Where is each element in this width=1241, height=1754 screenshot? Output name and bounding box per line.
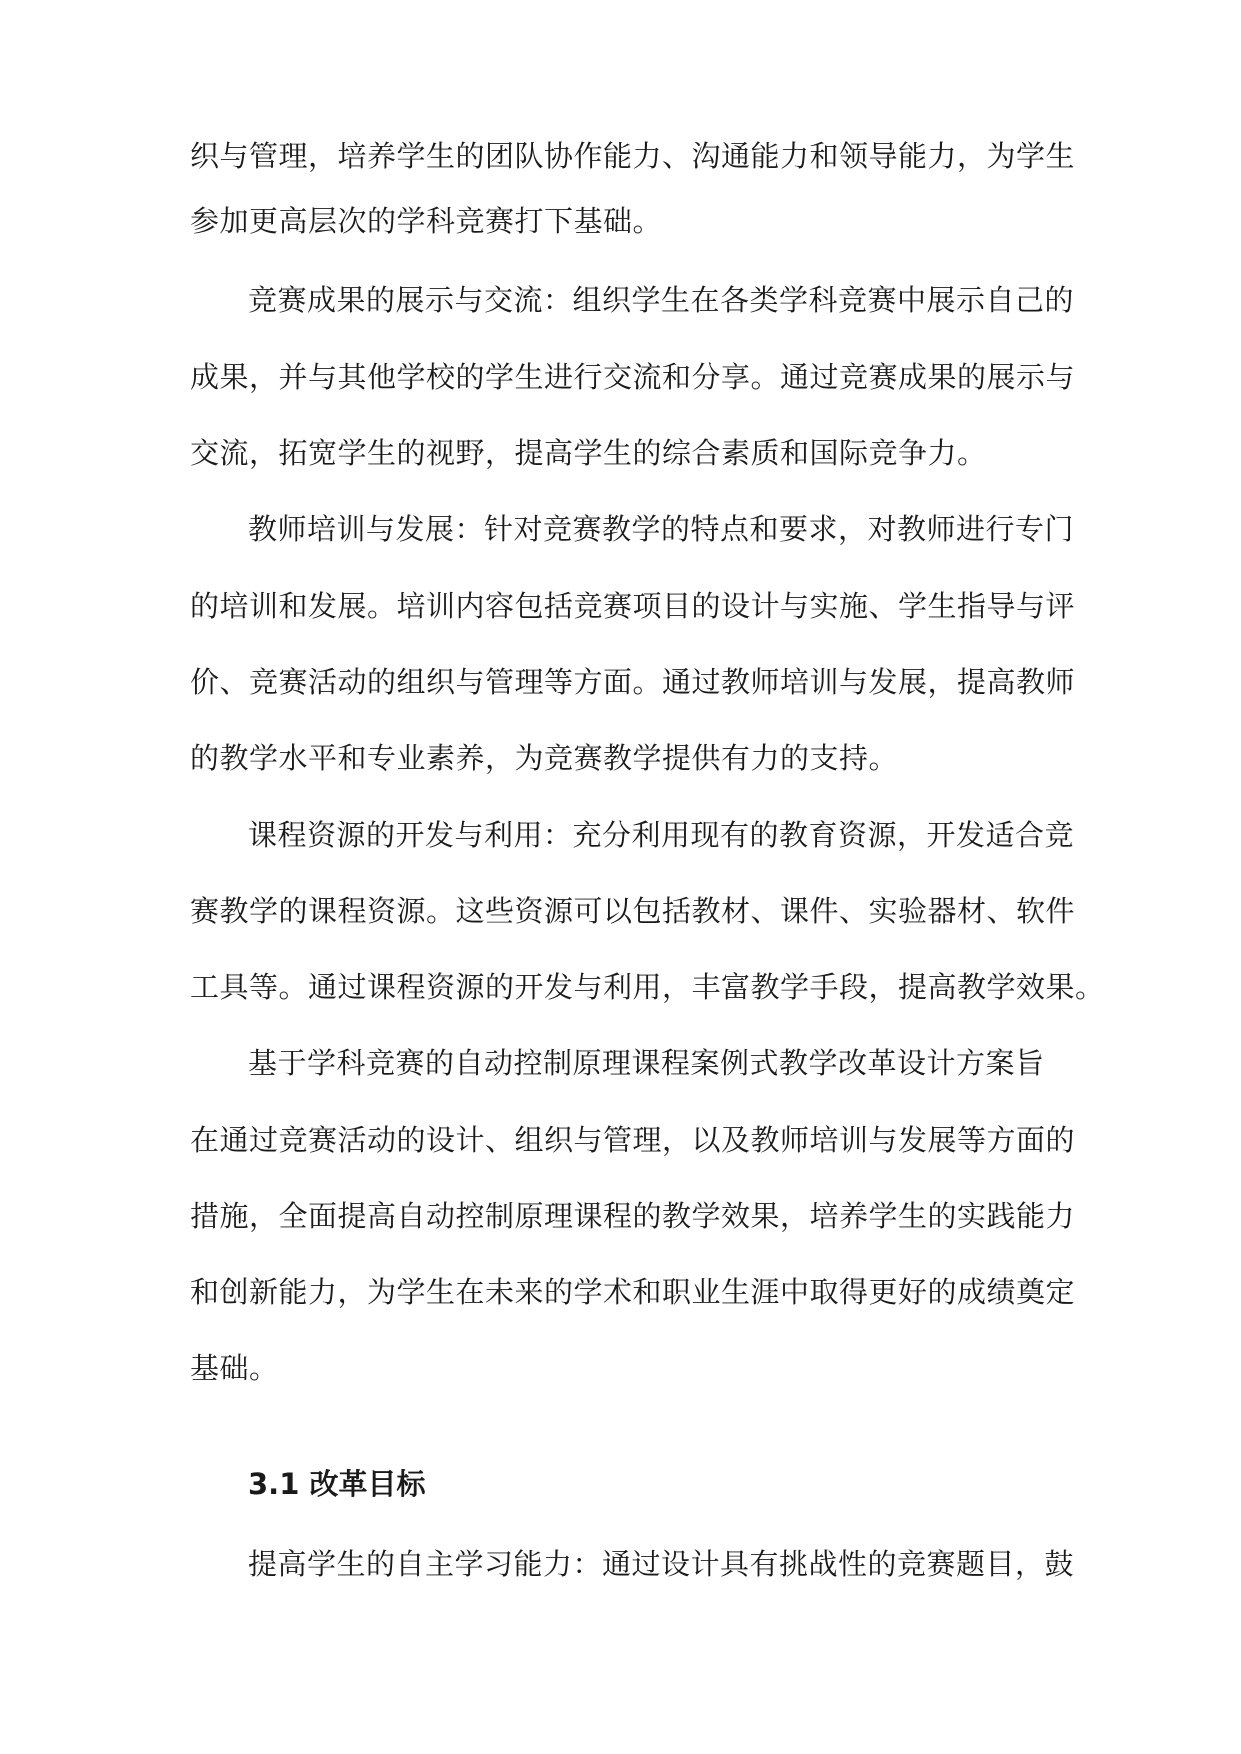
paragraph-line: 织与管理，培养学生的团队协作能力、沟通能力和领导能力，为学生 (190, 139, 1076, 173)
paragraph-line: 工具等。通过课程资源的开发与利用，丰富教学手段，提高教学效果。 (190, 970, 1105, 1004)
paragraph-line: 赛教学的课程资源。这些资源可以包括教材、课件、实验器材、软件 (190, 894, 1076, 928)
paragraph-line: 基础。 (190, 1351, 279, 1385)
paragraph-line: 基于学科竞赛的自动控制原理课程案例式教学改革设计方案旨 (248, 1046, 1045, 1080)
paragraph-line: 措施，全面提高自动控制原理课程的教学效果，培养学生的实践能力 (190, 1199, 1076, 1233)
paragraph-line: 在通过竞赛活动的设计、组织与管理，以及教师培训与发展等方面的 (190, 1123, 1076, 1157)
paragraph-line: 的教学水平和专业素养，为竞赛教学提供有力的支持。 (190, 741, 899, 775)
paragraph-line: 和创新能力，为学生在未来的学术和职业生涯中取得更好的成绩奠定 (190, 1275, 1076, 1309)
paragraph-line: 提高学生的自主学习能力：通过设计具有挑战性的竞赛题目，鼓 (248, 1547, 1075, 1581)
section-heading: 3.1 改革目标 (248, 1467, 426, 1501)
paragraph-line: 交流，拓宽学生的视野，提高学生的综合素质和国际竞争力。 (190, 436, 987, 470)
paragraph-line: 参加更高层次的学科竞赛打下基础。 (190, 204, 663, 238)
paragraph-line: 竞赛成果的展示与交流：组织学生在各类学科竞赛中展示自己的 (248, 283, 1075, 317)
paragraph-line: 的培训和发展。培训内容包括竞赛项目的设计与实施、学生指导与评 (190, 589, 1076, 623)
paragraph-line: 价、竞赛活动的组织与管理等方面。通过教师培训与发展，提高教师 (190, 665, 1076, 699)
paragraph-line: 成果，并与其他学校的学生进行交流和分享。通过竞赛成果的展示与 (190, 360, 1076, 394)
paragraph-line: 课程资源的开发与利用：充分利用现有的教育资源，开发适合竞 (248, 818, 1075, 852)
paragraph-line: 教师培训与发展：针对竞赛教学的特点和要求，对教师进行专门 (248, 512, 1075, 546)
